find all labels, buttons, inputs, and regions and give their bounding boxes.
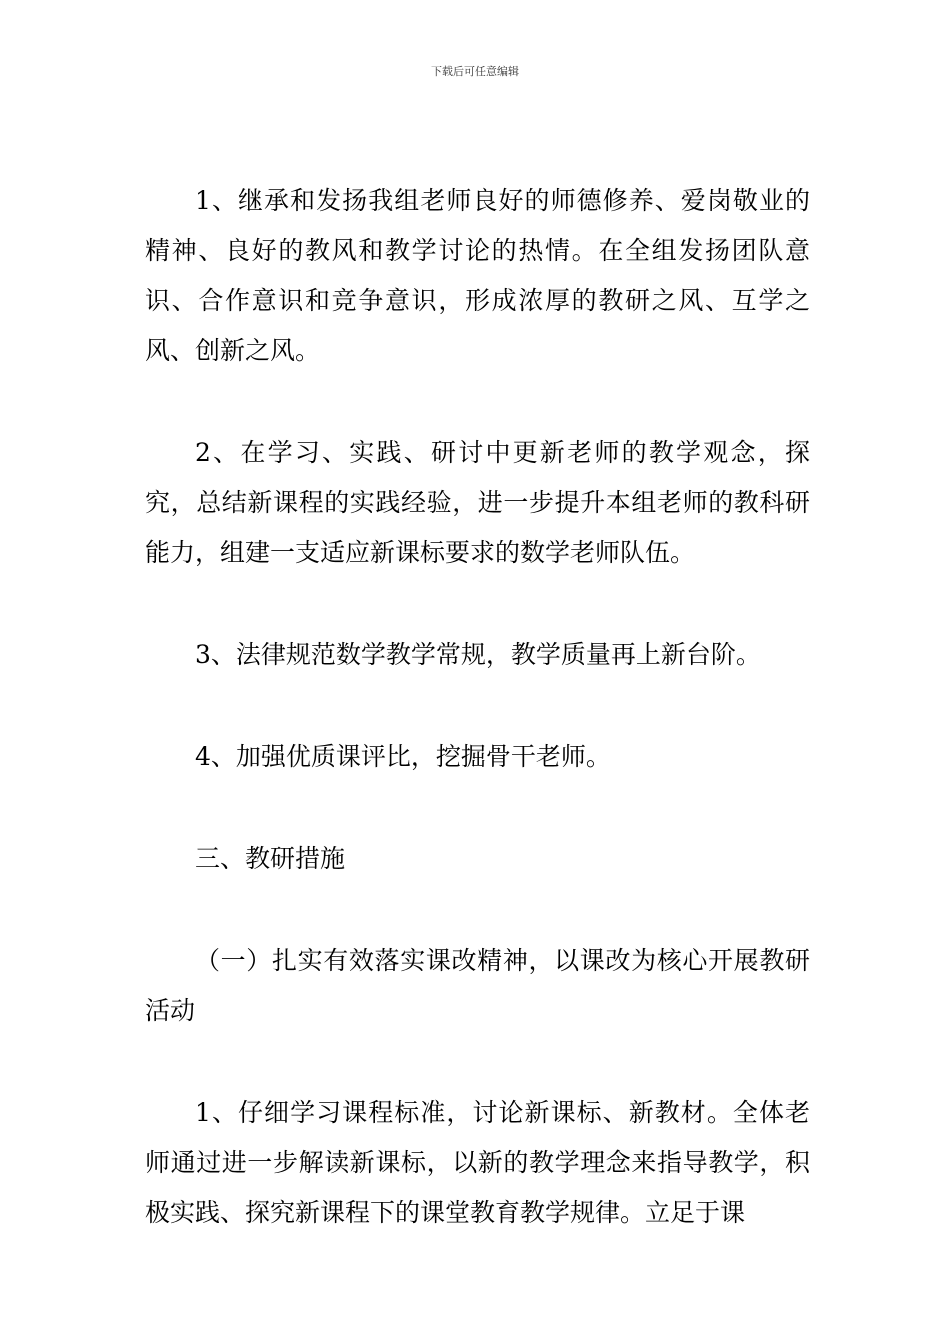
document-body — [145, 176, 810, 1238]
paragraph-gap — [145, 1036, 810, 1088]
paragraph-gap — [145, 680, 810, 732]
paragraph-goal-3: 3、法律规范数学教学常规，教学质量再上新台阶。 — [195, 640, 761, 669]
paragraph-goal-1: 1、继承和发扬我组老师良好的师德修养、爱岗敬业的精神、良好的教风和教学讨论的热情。在全组发扬团队意识、合作意识和竞争意识，形成浓厚的教研之风、互学之风、创新之风。 — [145, 186, 810, 365]
paragraph-measure-1: 1、仔细学习课程标准，讨论新课标、新教材。全体老师通过进一步解读新课标，以新的教学理念来指导教学，积极实践、探究新课程下的课堂教育教学规律。立足于课 — [145, 1098, 810, 1227]
page-header-note: 下载后可任意编辑 — [431, 65, 519, 78]
paragraph-gap — [145, 782, 810, 834]
section-heading-measures: 三、教研措施 — [195, 844, 346, 873]
paragraph-gap — [145, 884, 810, 936]
paragraph-goal-2: 2、在学习、实践、研讨中更新老师的教学观念，探究，总结新课程的实践经验，进一步提升本组老师的教科研能力，组建一支适应新课标要求的数学老师队伍。 — [145, 438, 810, 567]
paragraph-gap — [145, 376, 810, 428]
subsection-heading-1: （一）扎实有效落实课改精神，以课改为核心开展教研活动 — [145, 946, 810, 1025]
paragraph-goal-4: 4、加强优质课评比，挖掘骨干老师。 — [195, 742, 611, 771]
paragraph-gap — [145, 578, 810, 630]
